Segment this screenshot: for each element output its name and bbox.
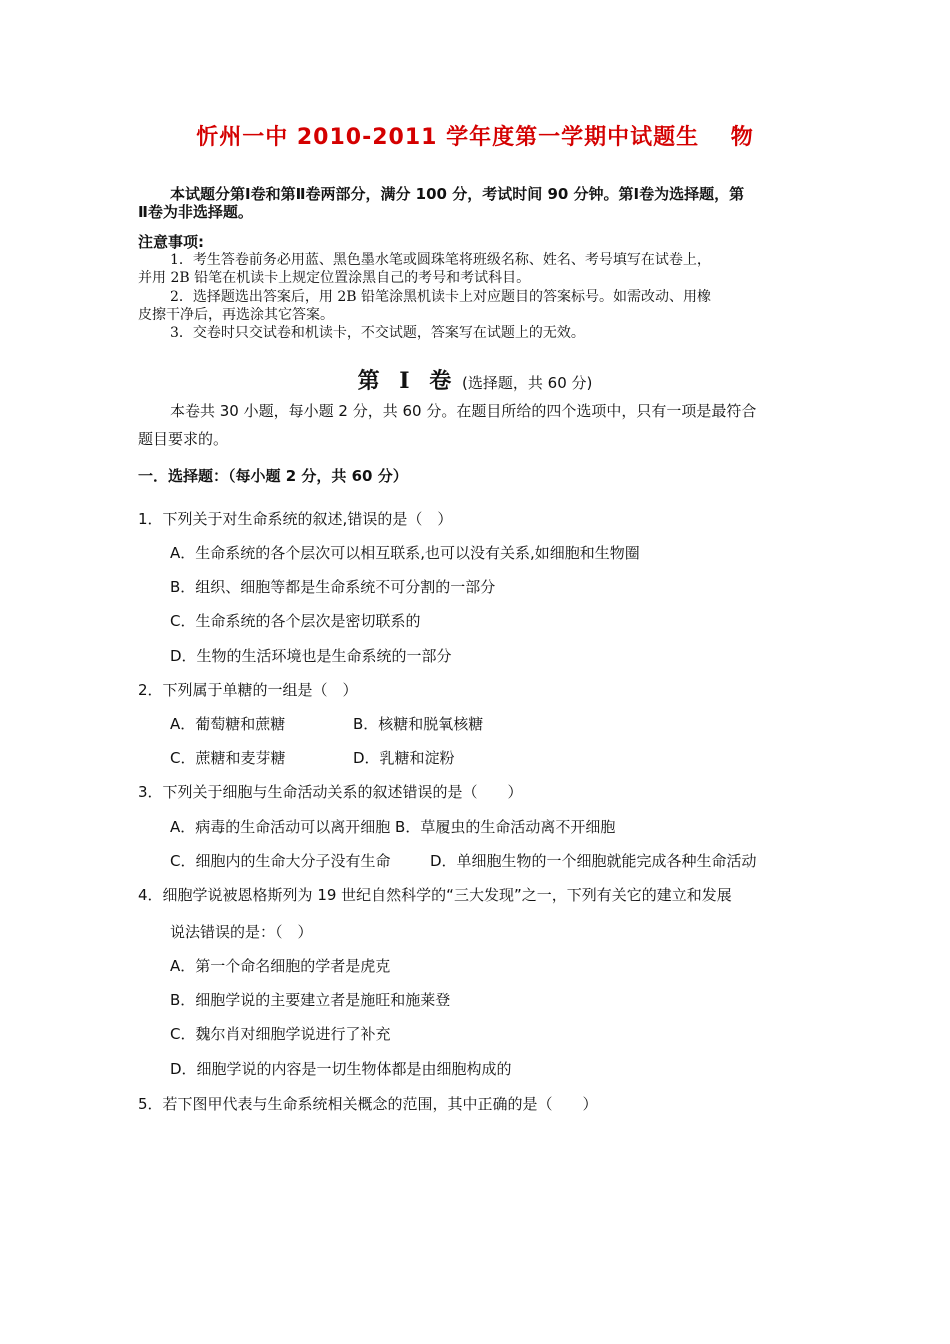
notice-item-2a: 2．选择题选出答案后，用 2B 铅笔涂黑机读卡上对应题目的答案标号。如需改动、用橡 (170, 289, 712, 305)
q4-option-d: D．细胞学说的内容是一切生物体都是由细胞构成的 (170, 1060, 512, 1078)
volume-intro-line-1: 本卷共 30 小题，每小题 2 分，共 60 分。在题目所给的四个选项中，只有一项是最符合 (170, 402, 757, 420)
q2-option-d: D．乳糖和淀粉 (353, 749, 455, 767)
q4-option-a: A．第一个命名细胞的学者是虎克 (170, 957, 391, 975)
q4-stem-line-1: 4．细胞学说被恩格斯列为 19 世纪自然科学的“三大发现”之一，下列有关它的建立和发展 (138, 886, 732, 904)
notice-item-2b: 皮擦干净后，再选涂其它答案。 (138, 307, 334, 323)
q3-stem: 3．下列关于细胞与生命活动关系的叙述错误的是（ ） (138, 783, 523, 801)
notice-item-1b: 并用 2B 铅笔在机读卡上规定位置涂黑自己的考号和考试科目。 (138, 270, 531, 286)
q1-stem: 1．下列关于对生命系统的叙述,错误的是（ ） (138, 510, 453, 528)
notice-item-1a: 1．考生答卷前务必用蓝、黑色墨水笔或圆珠笔将班级名称、姓名、考号填写在试卷上， (170, 252, 711, 268)
q1-option-b: B．组织、细胞等都是生命系统不可分割的一部分 (170, 578, 496, 596)
section-heading: 一．选择题：（每小题 2 分，共 60 分） (138, 467, 408, 485)
q3-options-ab: A．病毒的生命活动可以离开细胞 B．草履虫的生命活动离不开细胞 (170, 818, 616, 836)
volume-heading (0, 364, 950, 395)
q3-option-d: D．单细胞生物的一个细胞就能完成各种生命活动 (430, 852, 757, 870)
volume-intro-line-2: 题目要求的。 (138, 430, 229, 448)
q2-option-a: A．葡萄糖和蔗糖 (170, 715, 286, 733)
notice-item-3: 3．交卷时只交试卷和机读卡，不交试题，答案写在试题上的无效。 (170, 325, 585, 341)
volume-title: 第 Ⅰ 卷 (357, 368, 458, 394)
q2-option-c: C．蔗糖和麦芽糖 (170, 749, 286, 767)
q3-option-c: C．细胞内的生命大分子没有生命 (170, 852, 391, 870)
q5-stem: 5．若下图甲代表与生命系统相关概念的范围，其中正确的是（ ） (138, 1095, 598, 1113)
q1-option-d: D．生物的生活环境也是生命系统的一部分 (170, 647, 452, 665)
volume-subtitle: (选择题，共 60 分) (462, 374, 593, 392)
notice-heading: 注意事项: (138, 233, 204, 251)
q4-stem-line-2: 说法错误的是：（ ） (170, 923, 313, 941)
q2-option-b: B．核糖和脱氧核糖 (353, 715, 484, 733)
q4-option-c: C．魏尔肖对细胞学说进行了补充 (170, 1025, 391, 1043)
q1-option-c: C．生命系统的各个层次是密切联系的 (170, 612, 421, 630)
intro-line-1: 本试题分第Ⅰ卷和第Ⅱ卷两部分，满分 100 分，考试时间 90 分钟。第Ⅰ卷为选择题，第 (170, 185, 745, 203)
q1-option-a: A．生命系统的各个层次可以相互联系,也可以没有关系,如细胞和生物圈 (170, 544, 640, 562)
q2-stem: 2．下列属于单糖的一组是（ ） (138, 681, 358, 699)
intro-line-2: Ⅱ卷为非选择题。 (138, 203, 253, 221)
document-title: 忻州一中 2010-2011 学年度第一学期中试题生 物 (196, 125, 754, 150)
q4-option-b: B．细胞学说的主要建立者是施旺和施莱登 (170, 991, 451, 1009)
